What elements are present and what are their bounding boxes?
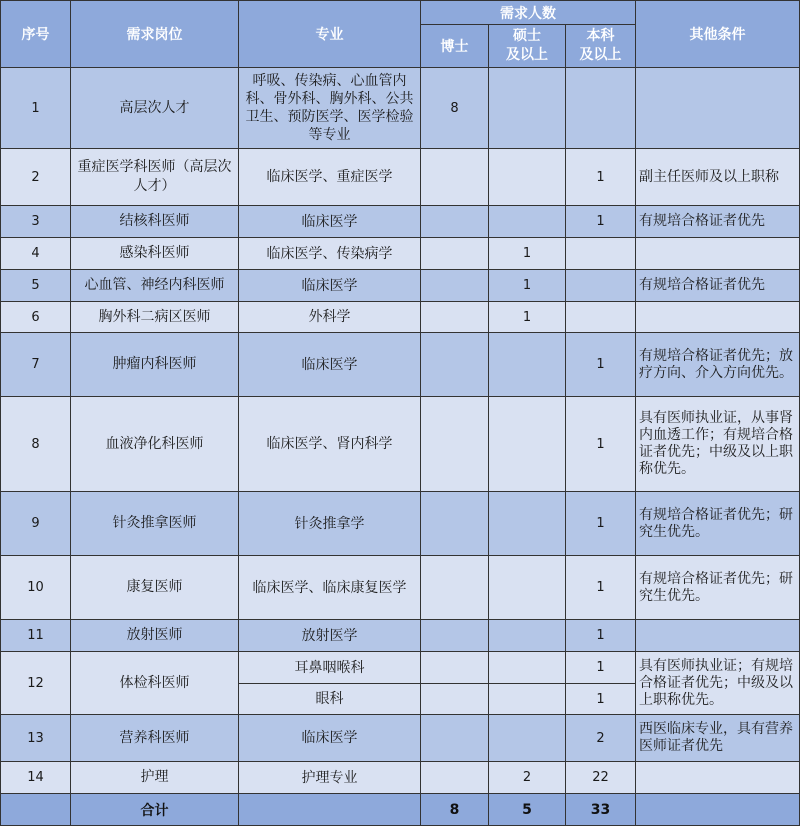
- cell-position: 心血管、神经内科医师: [71, 270, 239, 302]
- header-position: 需求岗位: [71, 1, 239, 68]
- cell-position: 营养科医师: [71, 715, 239, 762]
- cell-conditions: 具有医师执业证，从事肾内血透工作；有规培合格证者优先；中级及以上职称优先。: [636, 397, 800, 492]
- cell-bachelor: 1: [566, 397, 636, 492]
- cell-phd: [421, 684, 489, 715]
- header-seq: 序号: [1, 1, 71, 68]
- cell-major: 临床医学: [239, 333, 421, 397]
- cell-phd: [421, 556, 489, 620]
- cell-position: 重症医学科医师（高层次人才）: [71, 149, 239, 206]
- cell-conditions: 有规培合格证者优先；研究生优先。: [636, 492, 800, 556]
- cell-phd: [421, 620, 489, 652]
- cell-bachelor: [566, 68, 636, 149]
- cell-bachelor: 1: [566, 333, 636, 397]
- cell-seq: 8: [1, 397, 71, 492]
- table-row: [1, 556, 800, 620]
- cell-bachelor: 1: [566, 492, 636, 556]
- cell-master: [489, 68, 566, 149]
- cell-bachelor: [566, 302, 636, 333]
- table-row: [1, 68, 800, 149]
- cell-conditions: 有规培合格证者优先: [636, 270, 800, 302]
- cell-position: 血液净化科医师: [71, 397, 239, 492]
- table-row: [1, 149, 800, 206]
- cell-major: 临床医学: [239, 206, 421, 238]
- table-row: [1, 333, 800, 397]
- cell-bachelor: 2: [566, 715, 636, 762]
- cell-bachelor: 22: [566, 762, 636, 794]
- cell-master: [489, 397, 566, 492]
- cell-major: 临床医学、肾内科学: [239, 397, 421, 492]
- cell-phd: [421, 149, 489, 206]
- cell-conditions: [636, 238, 800, 270]
- cell-major: 护理专业: [239, 762, 421, 794]
- table-row: [1, 397, 800, 492]
- cell-conditions: 有规培合格证者优先；放疗方向、介入方向优先。: [636, 333, 800, 397]
- cell-major: 临床医学、临床康复医学: [239, 556, 421, 620]
- cell-phd: [421, 397, 489, 492]
- cell-phd: [421, 715, 489, 762]
- table-row: [1, 206, 800, 238]
- cell-phd: [421, 762, 489, 794]
- cell-master: 1: [489, 238, 566, 270]
- cell-seq: 11: [1, 620, 71, 652]
- cell-total-conditions-blank: [636, 794, 800, 826]
- cell-conditions: 有规培合格证者优先；研究生优先。: [636, 556, 800, 620]
- cell-bachelor: 1: [566, 620, 636, 652]
- cell-major: 针灸推拿学: [239, 492, 421, 556]
- cell-master: [489, 149, 566, 206]
- total-bachelor: 33: [566, 794, 636, 826]
- cell-position: 胸外科二病区医师: [71, 302, 239, 333]
- cell-phd: [421, 333, 489, 397]
- cell-position: 结核科医师: [71, 206, 239, 238]
- cell-bachelor: [566, 238, 636, 270]
- cell-conditions: [636, 620, 800, 652]
- cell-phd: [421, 270, 489, 302]
- cell-master: [489, 333, 566, 397]
- cell-conditions: 西医临床专业，具有营养医师证者优先: [636, 715, 800, 762]
- cell-seq: 13: [1, 715, 71, 762]
- cell-major: 临床医学: [239, 270, 421, 302]
- cell-seq: 9: [1, 492, 71, 556]
- cell-position: 体检科医师: [71, 652, 239, 715]
- total-phd: 8: [421, 794, 489, 826]
- cell-conditions: [636, 302, 800, 333]
- cell-seq: 1: [1, 68, 71, 149]
- table-row: [1, 762, 800, 794]
- header-phd: 博士: [421, 25, 489, 68]
- cell-major: 临床医学、重症医学: [239, 149, 421, 206]
- cell-phd: [421, 652, 489, 684]
- cell-master: [489, 684, 566, 715]
- header-demand: 需求人数: [421, 1, 636, 25]
- cell-master: [489, 206, 566, 238]
- cell-master: [489, 556, 566, 620]
- total-master: 5: [489, 794, 566, 826]
- cell-major: 眼科: [239, 684, 421, 715]
- cell-bachelor: 1: [566, 684, 636, 715]
- cell-bachelor: [566, 270, 636, 302]
- cell-position: 感染科医师: [71, 238, 239, 270]
- header-major: 专业: [239, 1, 421, 68]
- cell-seq: 14: [1, 762, 71, 794]
- cell-seq: 12: [1, 652, 71, 715]
- cell-position: 肿瘤内科医师: [71, 333, 239, 397]
- cell-phd: [421, 302, 489, 333]
- cell-position: 康复医师: [71, 556, 239, 620]
- cell-major: 放射医学: [239, 620, 421, 652]
- table-row: [1, 270, 800, 302]
- cell-conditions: 具有医师执业证；有规培合格证者优先；中级及以上职称优先。: [636, 652, 800, 715]
- cell-phd: [421, 238, 489, 270]
- table-row: [1, 652, 800, 684]
- cell-bachelor: 1: [566, 149, 636, 206]
- table-row: [1, 492, 800, 556]
- cell-total-major-blank: [239, 794, 421, 826]
- table-row: [1, 620, 800, 652]
- cell-seq: 2: [1, 149, 71, 206]
- cell-seq: 6: [1, 302, 71, 333]
- cell-major: 外科学: [239, 302, 421, 333]
- cell-conditions: 副主任医师及以上职称: [636, 149, 800, 206]
- cell-master: [489, 492, 566, 556]
- cell-master: 1: [489, 302, 566, 333]
- cell-phd: [421, 492, 489, 556]
- header-conditions: 其他条件: [636, 1, 800, 68]
- header-bachelor: 本科 及以上: [566, 25, 636, 68]
- header-row-1: [1, 1, 800, 25]
- cell-major: 呼吸、传染病、心血管内科、骨外科、胸外科、公共卫生、预防医学、医学检验等专业: [239, 68, 421, 149]
- total-label: 合计: [71, 794, 239, 826]
- cell-position: 针灸推拿医师: [71, 492, 239, 556]
- cell-master: 2: [489, 762, 566, 794]
- cell-major: 临床医学、传染病学: [239, 238, 421, 270]
- cell-seq: 7: [1, 333, 71, 397]
- total-row: [1, 794, 800, 826]
- cell-bachelor: 1: [566, 652, 636, 684]
- cell-seq: 3: [1, 206, 71, 238]
- cell-phd: [421, 206, 489, 238]
- cell-bachelor: 1: [566, 556, 636, 620]
- cell-position: 放射医师: [71, 620, 239, 652]
- cell-master: [489, 715, 566, 762]
- header-master: 硕士 及以上: [489, 25, 566, 68]
- table-row: [1, 715, 800, 762]
- cell-major: 临床医学: [239, 715, 421, 762]
- cell-master: 1: [489, 270, 566, 302]
- cell-seq: 10: [1, 556, 71, 620]
- cell-conditions: [636, 68, 800, 149]
- cell-seq: 4: [1, 238, 71, 270]
- cell-master: [489, 620, 566, 652]
- cell-conditions: [636, 762, 800, 794]
- cell-position: 护理: [71, 762, 239, 794]
- cell-phd: 8: [421, 68, 489, 149]
- cell-seq: 5: [1, 270, 71, 302]
- table-row: [1, 302, 800, 333]
- cell-major: 耳鼻咽喉科: [239, 652, 421, 684]
- cell-master: [489, 652, 566, 684]
- table-row: [1, 238, 800, 270]
- cell-conditions: 有规培合格证者优先: [636, 206, 800, 238]
- cell-total-blank: [1, 794, 71, 826]
- cell-bachelor: 1: [566, 206, 636, 238]
- cell-position: 高层次人才: [71, 68, 239, 149]
